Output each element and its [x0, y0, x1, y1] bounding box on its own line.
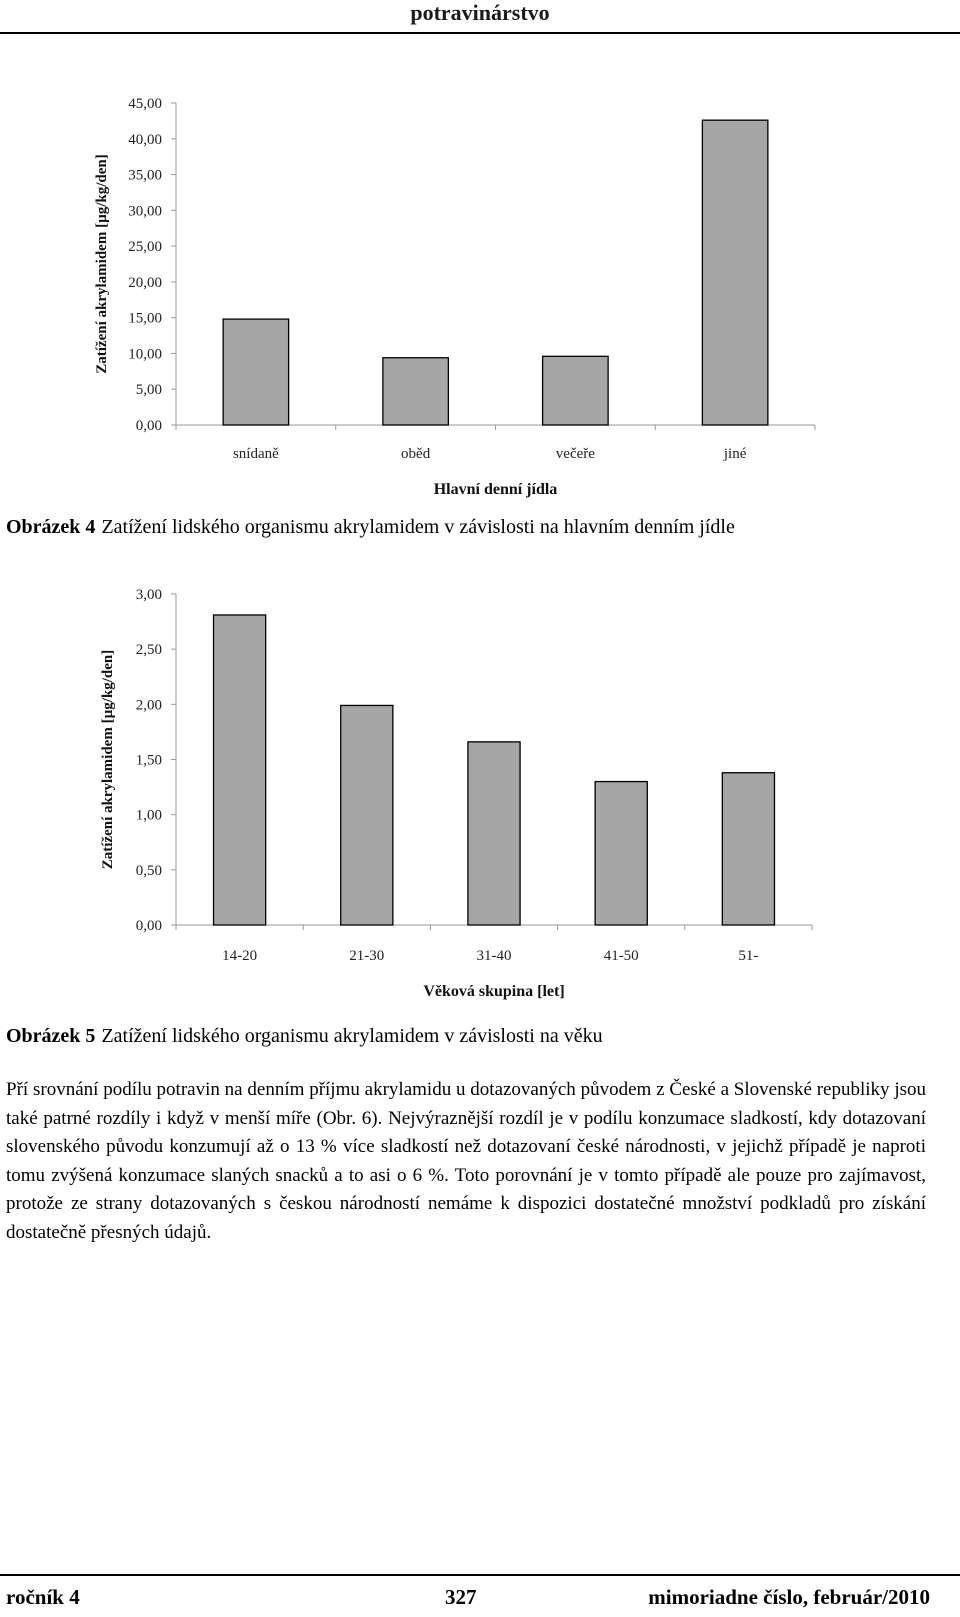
- x-category-label: oběd: [401, 446, 431, 462]
- figure-4-label: Obrázek 4: [6, 516, 96, 538]
- bar: [341, 705, 393, 925]
- y-tick-label: 0,00: [135, 918, 162, 934]
- figure-5-caption: [6, 1024, 946, 1048]
- bar: [722, 773, 774, 925]
- y-tick-label: 1,50: [135, 752, 162, 769]
- bar: [214, 615, 266, 925]
- y-tick-label: 2,00: [135, 697, 162, 714]
- figure-5-text: Zatížení lidského organismu akrylamidem v závislosti na věku: [101, 1025, 603, 1047]
- y-tick-label: 45,00: [128, 96, 162, 112]
- y-tick-label: 10,00: [128, 346, 162, 363]
- y-tick-label: 35,00: [128, 167, 162, 184]
- bar: [595, 782, 647, 925]
- chart-age: [0, 580, 960, 1010]
- x-category-label: 14-20: [222, 948, 258, 964]
- y-axis-title: Zatížení akrylamidem [µg/kg/den]: [94, 154, 110, 374]
- y-tick-label: 0,50: [135, 862, 162, 879]
- y-tick-label: 5,00: [135, 382, 162, 399]
- y-tick-label: 1,00: [135, 807, 162, 824]
- x-axis-title: Věková skupina [let]: [423, 983, 565, 1000]
- figure-5-label: Obrázek 5: [6, 1025, 96, 1047]
- y-tick-label: 0,00: [135, 418, 162, 434]
- page-footer: [0, 1574, 960, 1617]
- x-category-label: 51-: [738, 948, 759, 964]
- journal-title: potravinárstvo: [410, 0, 550, 25]
- footer-page-number: 327: [445, 1585, 477, 1609]
- x-category-label: snídaně: [232, 446, 279, 462]
- bar: [468, 742, 520, 925]
- x-category-label: 21-30: [349, 948, 385, 964]
- page-header: [0, 0, 960, 34]
- y-axis-title: Zatížení akrylamidem [µg/kg/den]: [100, 649, 116, 870]
- x-category-label: jiné: [723, 446, 747, 462]
- bar: [223, 319, 288, 425]
- y-tick-label: 25,00: [128, 239, 162, 256]
- bar: [383, 358, 448, 425]
- y-tick-label: 30,00: [128, 203, 162, 220]
- figure-4-text: Zatížení lidského organismu akrylamidem v závislosti na hlavním denním jídle: [101, 516, 735, 538]
- footer-volume: ročník 4: [6, 1585, 80, 1609]
- chart-age-svg: [0, 580, 960, 1010]
- x-category-label: večeře: [555, 446, 595, 462]
- chart-meal: [0, 80, 960, 515]
- y-tick-label: 40,00: [128, 131, 162, 148]
- y-tick-label: 20,00: [128, 274, 162, 291]
- y-tick-label: 2,50: [135, 642, 162, 659]
- x-axis-title: Hlavní denní jídla: [433, 481, 558, 498]
- x-category-label: 31-40: [476, 948, 512, 964]
- x-category-label: 41-50: [603, 948, 639, 964]
- body-paragraph: Pří srovnání podílu potravin na denním příjmu akrylamidu u dotazovaných původem z České a Slovenské republiky jsou také patrné rozdíly i když v menší míře (Obr. 6). Nejvýraznější rozdíl je v podílu konzumace sladkostí, kdy dotazovaní slovenského původu konzumují až o 13 % více sladkostí než dotazovaní české národnosti, v jejichž případě je naproti tomu zvýšená konzumace slaných snacků a to asi o 6 %. Toto porovnání je v tomto případě ale pouze pro zajímavost, protože ze strany dotazovaných s českou národností nemáme k dispozici dostatečné množství podkladů pro získání dostatečně přesných údajů.: [6, 1079, 926, 1243]
- chart-meal-svg: [0, 80, 960, 515]
- figure-4-caption: [6, 515, 946, 539]
- y-tick-label: 3,00: [135, 587, 162, 603]
- footer-rule: [0, 1574, 960, 1576]
- footer-issue: mimoriadne číslo, február/2010: [648, 1585, 930, 1609]
- header-rule: [0, 32, 960, 34]
- y-tick-label: 15,00: [128, 310, 162, 327]
- bar: [702, 120, 767, 425]
- bar: [543, 356, 608, 425]
- body-text: [6, 1076, 926, 1247]
